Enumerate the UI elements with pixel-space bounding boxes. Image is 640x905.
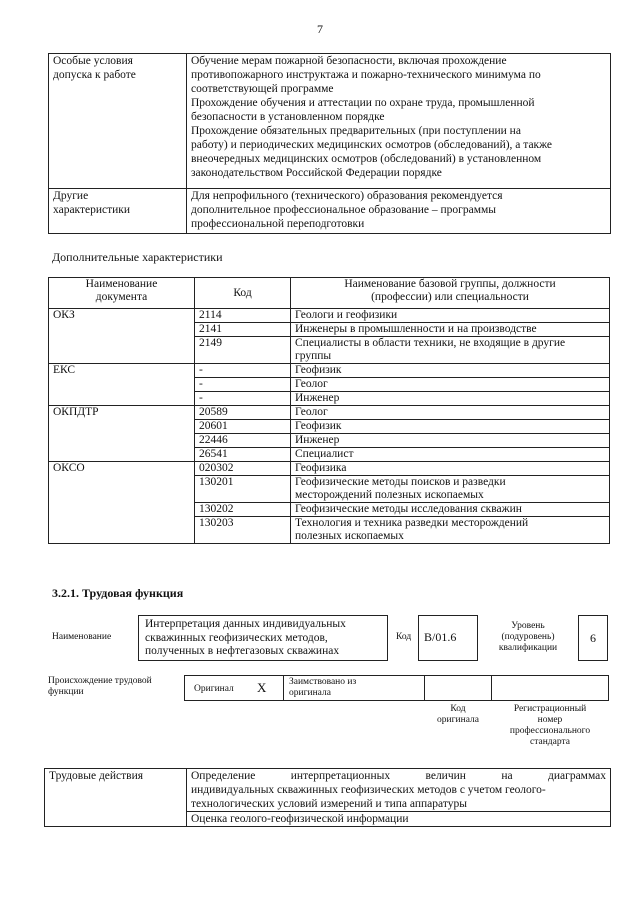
header-name: Наименование базовой группы, должности (профессии) или специальности xyxy=(291,278,610,309)
original-mark: X xyxy=(257,680,267,695)
other-characteristics-label: Другие характеристики xyxy=(49,189,187,234)
labor-action-row xyxy=(45,769,611,812)
header-code: Код xyxy=(195,278,291,309)
code-cell: 2149 xyxy=(195,337,291,364)
code-cell: 130202 xyxy=(195,503,291,517)
code-cell: 130203 xyxy=(195,517,291,544)
name-cell: Специалисты в области техники, не входящие в другие группы xyxy=(291,337,610,364)
name-cell: Геофизика xyxy=(291,462,610,476)
origin-label: Происхождение трудовой функции xyxy=(48,676,152,697)
labor-action-item: Оценка геолого-геофизической информации xyxy=(187,812,611,827)
name-cell: Геофизические методы поисков и разведки месторождений полезных ископаемых xyxy=(291,476,610,503)
table-row xyxy=(49,309,610,323)
origin-code-cell xyxy=(424,675,492,701)
function-code-box: B/01.6 xyxy=(418,615,478,661)
name-cell: Геофизические методы исследования скважин xyxy=(291,503,610,517)
table-row xyxy=(49,462,610,476)
name-cell: Геофизик xyxy=(291,420,610,434)
origin-borrowed-cell: Заимствовано из оригинала xyxy=(283,675,425,701)
doc-okz: ОКЗ xyxy=(49,309,195,364)
additional-characteristics-title: Дополнительные характеристики xyxy=(52,250,223,264)
original-label: Оригинал xyxy=(194,684,234,694)
name-cell: Инженер xyxy=(291,392,610,406)
special-conditions-text: Обучение мерам пожарной безопасности, включая прохождение противопожарного инструктажа и пожарно-технического минимума по соответствующей программе Прохождение обучения и аттестации по охране труда, промышленной безопасности в установленном порядке Прохождение обязательных предварительных (при поступлении на работу) и периодических медицинских осмотров (обследований), а также внеочередных медицинских осмотров (обследований) в установленном законодательством Российской Федерации порядке xyxy=(187,54,611,189)
table-row xyxy=(49,364,610,378)
name-cell: Геолог xyxy=(291,406,610,420)
name-cell: Инженеры в промышленности и на производстве xyxy=(291,323,610,337)
other-characteristics-text: Для непрофильного (технического) образования рекомендуется дополнительное профессиональное образование – программы профессиональной переподготовки xyxy=(187,189,611,234)
level-label: Уровень (подуровень) квалификации xyxy=(498,621,558,653)
name-cell: Технология и техника разведки месторождений полезных ископаемых xyxy=(291,517,610,544)
name-cell: Геолог xyxy=(291,378,610,392)
origin-original-cell xyxy=(184,675,284,701)
name-label: Наименование xyxy=(52,632,112,642)
doc-okpdtr: ОКПДТР xyxy=(49,406,195,462)
function-name-box: Интерпретация данных индивидуальных скважинных геофизических методов, полученных в нефтегазовых скважинах xyxy=(138,615,388,661)
table-header-row xyxy=(49,278,610,309)
origin-reg-cell xyxy=(491,675,609,701)
name-cell: Геологи и геофизики xyxy=(291,309,610,323)
level-value-box: 6 xyxy=(578,615,608,661)
labor-action-item: Определение интерпретационных величин на диаграммах индивидуальных скважинных геофизических методов с учетом геолого- технологических условий измерений и типа аппаратуры xyxy=(187,769,611,812)
doc-okso: ОКСО xyxy=(49,462,195,544)
name-cell: Инженер xyxy=(291,434,610,448)
code-cell: - xyxy=(195,364,291,378)
code-cell: 26541 xyxy=(195,448,291,462)
table-row xyxy=(49,406,610,420)
code-cell: - xyxy=(195,392,291,406)
code-cell: 2141 xyxy=(195,323,291,337)
page-number: 7 xyxy=(317,22,323,36)
code-cell: 20601 xyxy=(195,420,291,434)
name-cell: Специалист xyxy=(291,448,610,462)
other-characteristics-row xyxy=(49,189,611,234)
origin-code-caption: Код оригинала xyxy=(437,704,479,725)
name-cell: Геофизик xyxy=(291,364,610,378)
code-cell: 020302 xyxy=(195,462,291,476)
code-cell: 2114 xyxy=(195,309,291,323)
doc-eks: ЕКС xyxy=(49,364,195,406)
code-cell: - xyxy=(195,378,291,392)
code-cell: 130201 xyxy=(195,476,291,503)
labor-actions-table xyxy=(44,768,611,827)
labor-actions-label: Трудовые действия xyxy=(45,769,187,827)
special-conditions-row xyxy=(49,54,611,189)
special-conditions-label: Особые условия допуска к работе xyxy=(49,54,187,189)
code-label: Код xyxy=(396,632,412,642)
code-cell: 22446 xyxy=(195,434,291,448)
section-title: 3.2.1. Трудовая функция xyxy=(52,586,184,600)
origin-reg-caption: Регистрационный номер профессионального стандарта xyxy=(509,704,591,747)
conditions-table xyxy=(48,53,611,234)
header-document: Наименование документа xyxy=(49,278,195,309)
additional-characteristics-table xyxy=(48,277,610,544)
code-cell: 20589 xyxy=(195,406,291,420)
